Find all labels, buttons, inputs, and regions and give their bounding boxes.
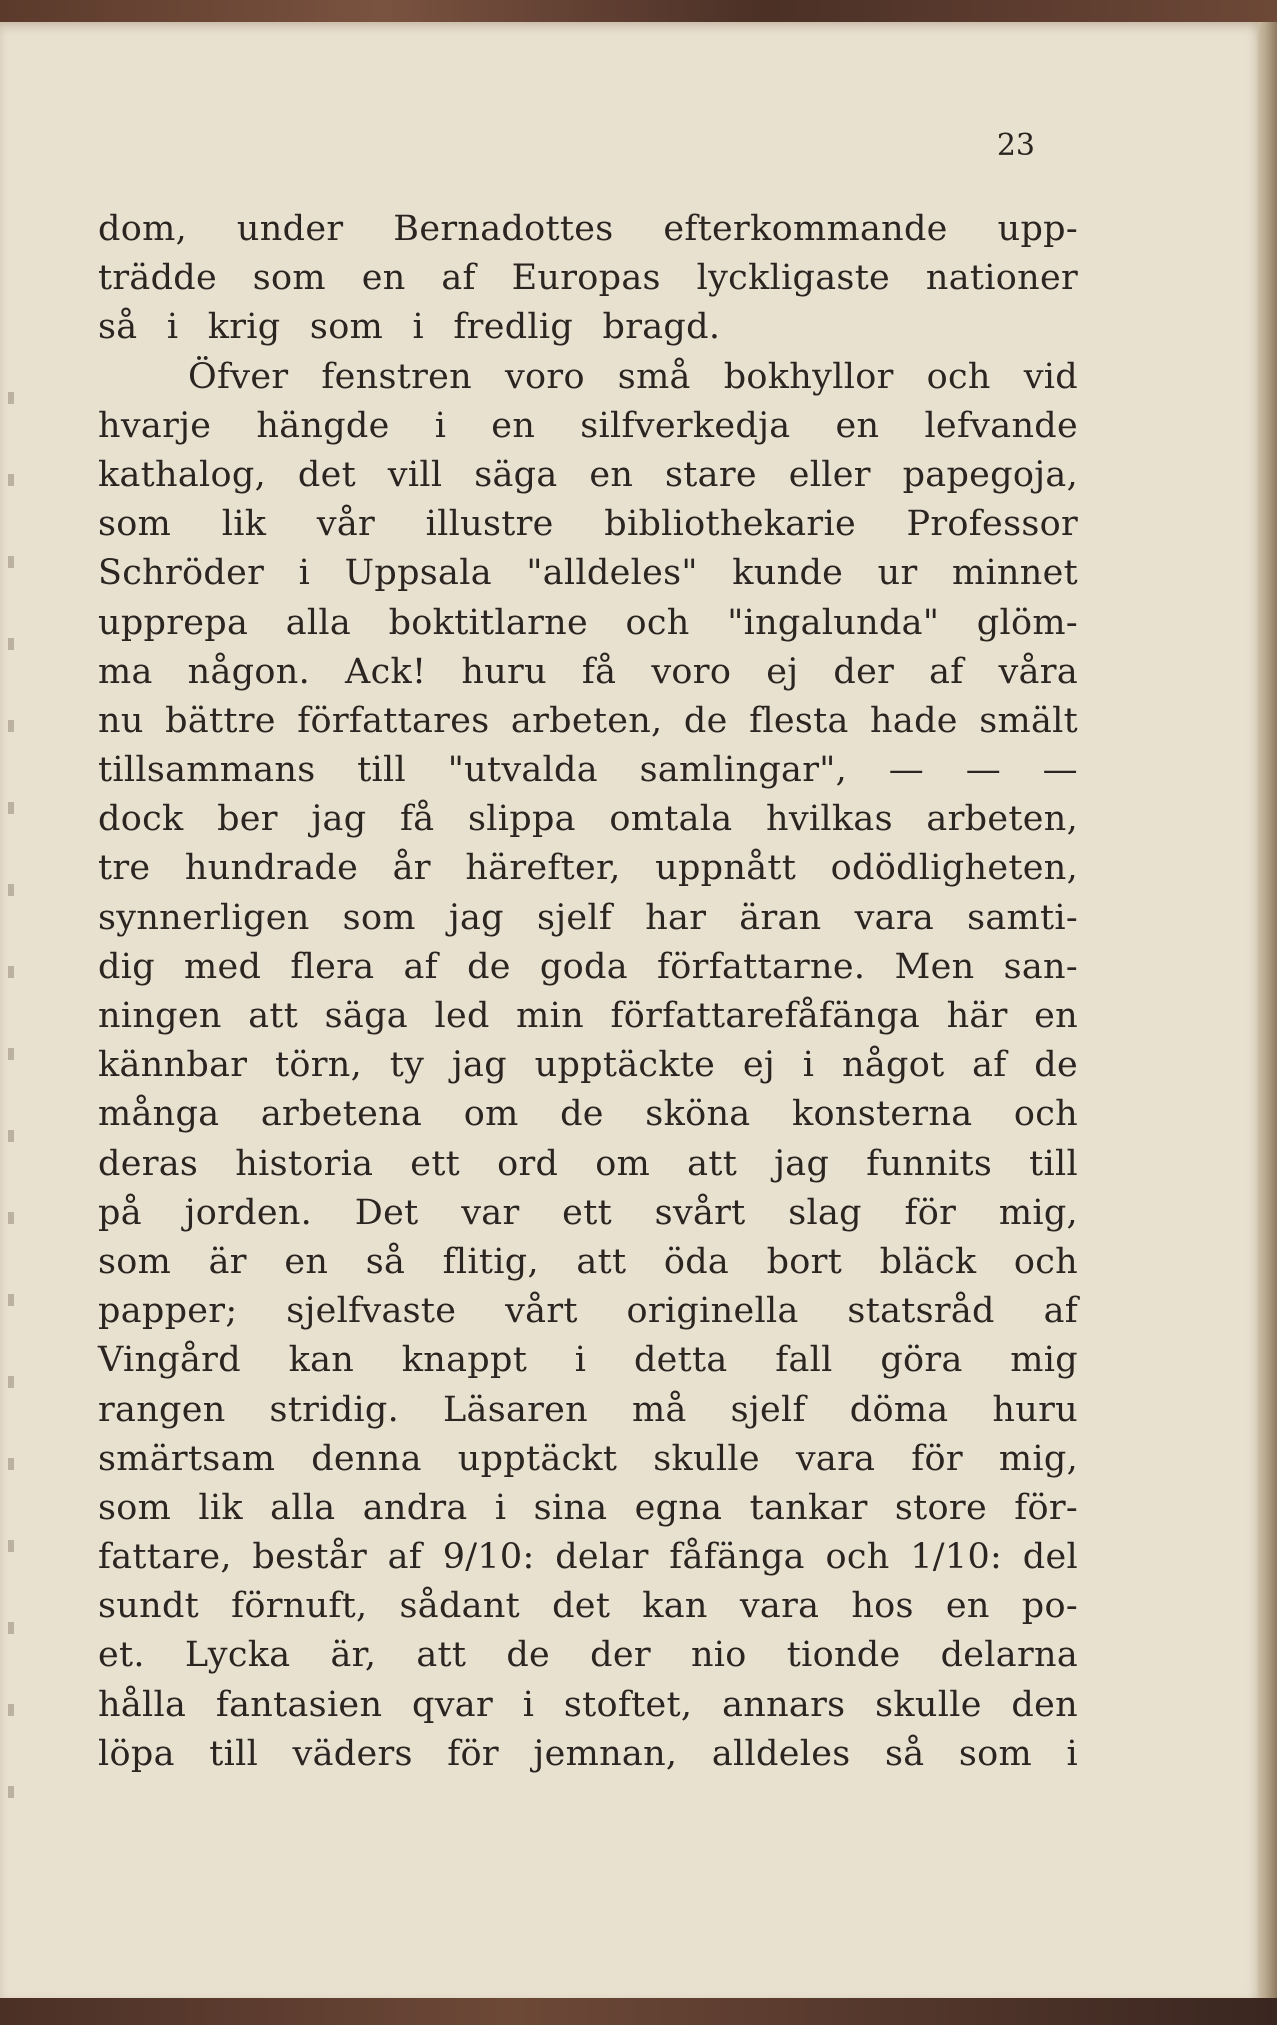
text-line: löpa till väders för jemnan, alldeles så som i [98,1733,1078,1774]
text-line: dock ber jag få slippa omtala hvilkas arbeten, [98,799,1078,840]
text-line: Vingård kan knappt i detta fall göra mig [98,1340,1078,1381]
text-line: nu bättre författares arbeten, de flesta hade smält [98,700,1078,741]
text-line: som lik vår illustre bibliothekarie Professor [98,504,1078,545]
text-line: Öfver fenstren voro små bokhyllor och vid [188,356,1078,397]
text-line: som lik alla andra i sina egna tankar store för- [98,1487,1078,1528]
text-line: rangen stridig. Läsaren må sjelf döma huru [98,1389,1078,1430]
text-line: så i krig som i fredlig bragd. [98,307,721,348]
text-line: dom, under Bernadottes efterkommande upp- [98,209,1078,249]
text-line: tre hundrade år härefter, uppnått odödligheten, [98,848,1078,889]
text-line: hvarje hängde i en silfverkedja en lefvande [98,405,1078,446]
book-bottom-edge [0,1998,1277,2025]
text-line: ningen att säga led min författarefåfänga här en [98,996,1078,1036]
text-line: kathalog, det vill säga en stare eller papegoja, [98,454,1078,495]
text-line: papper; sjelfvaste vårt originella statsråd af [98,1291,1078,1332]
text-line: Schröder i Uppsala "alldeles" kunde ur minnet [98,553,1078,594]
binding-marks [8,322,14,1822]
book-right-edge [1258,22,1277,2002]
text-line: hålla fantasien qvar i stoftet, annars skulle den [98,1684,1078,1725]
page-number: 23 [996,128,1035,163]
text-line: synnerligen som jag sjelf har äran vara samti- [98,897,1078,938]
page-body-text [98,205,1078,1779]
text-line: tillsammans till "utvalda samlingar", — — — [98,750,1078,791]
text-line: sundt förnuft, sådant det kan vara hos en po- [98,1586,1078,1627]
book-top-edge [0,0,1277,24]
text-line: smärtsam denna upptäckt skulle vara för mig, [98,1438,1078,1479]
text-line: et. Lycka är, att de der nio tionde delarna [98,1635,1078,1676]
text-line: ma någon. Ack! huru få voro ej der af våra [98,651,1078,692]
text-line: många arbetena om de sköna konsterna och [98,1094,1078,1135]
text-line: dig med flera af de goda författarne. Men san- [98,946,1078,987]
text-line: fattare, består af 9/10: delar fåfänga och 1/10: del [98,1537,1078,1578]
text-line: upprepa alla boktitlarne och "ingalunda" glöm- [98,602,1078,643]
text-line: som är en så flitig, att öda bort bläck och [98,1241,1078,1282]
text-line: på jorden. Det var ett svårt slag för mig, [98,1192,1078,1233]
text-line: kännbar törn, ty jag upptäckte ej i något af de [98,1045,1078,1086]
text-line: trädde som en af Europas lyckligaste nationer [98,258,1078,299]
text-line: deras historia ett ord om att jag funnits till [98,1143,1078,1184]
